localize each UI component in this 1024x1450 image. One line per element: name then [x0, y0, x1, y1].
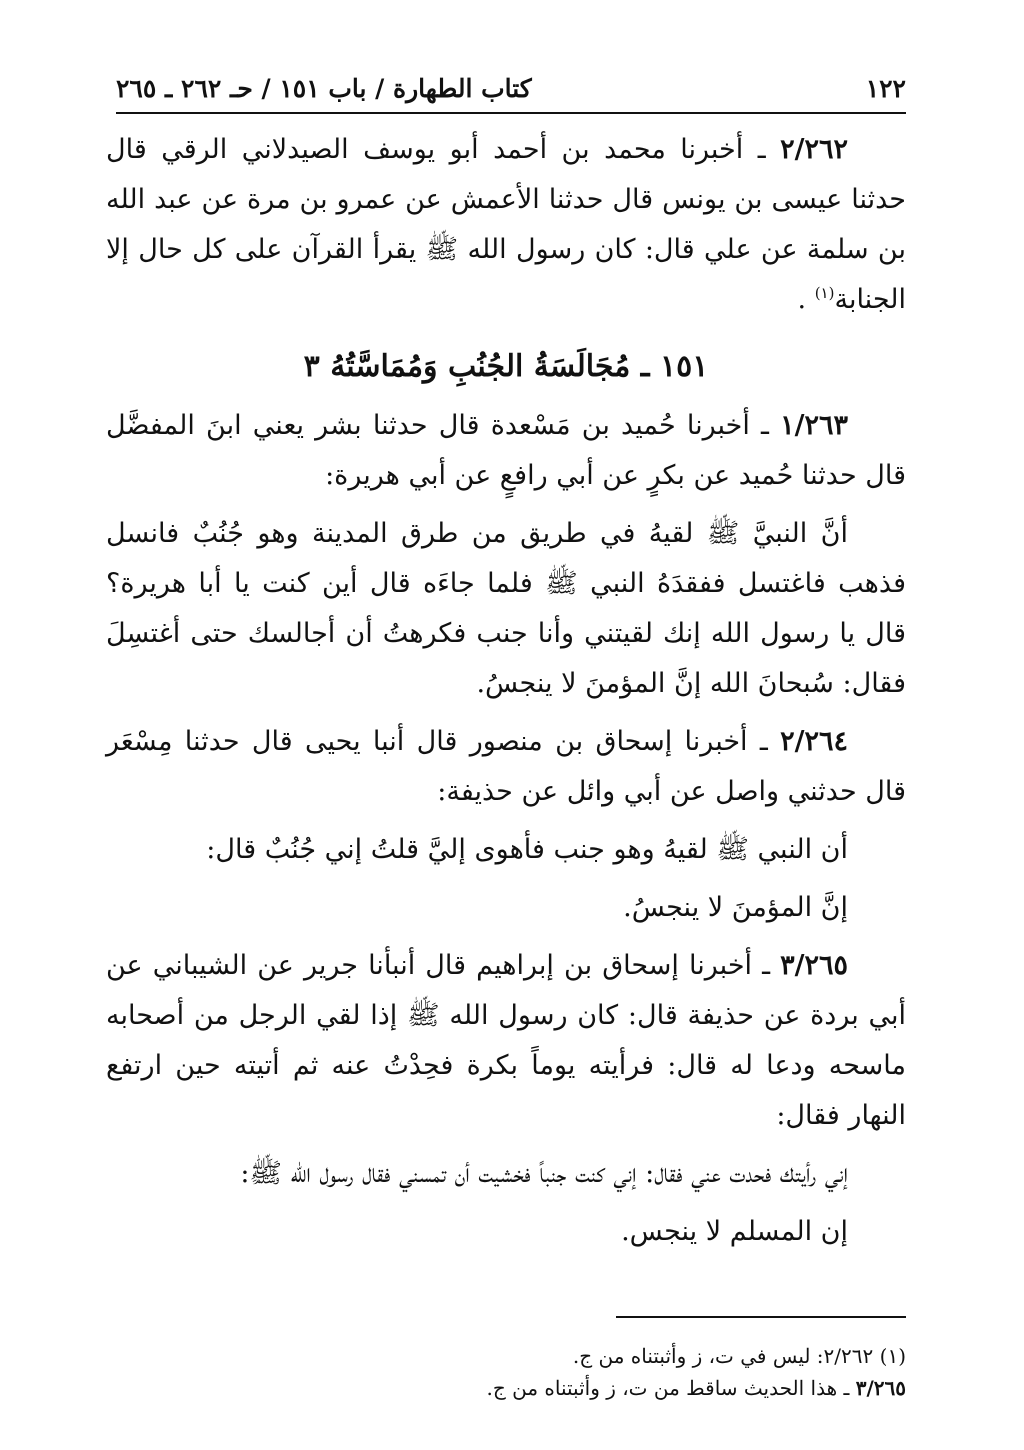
hadith-262 — [106, 125, 906, 325]
running-head: كتاب الطهارة / باب ١٥١ / حـ ٢٦٢ ـ ٢٦٥ — [116, 74, 540, 103]
page-number: ١٢٢ — [858, 74, 906, 103]
footnote-2-label: ٣/٢٦٥ — [855, 1376, 906, 1400]
hadith-263-isnad — [106, 401, 906, 501]
hadith-265-isnad — [106, 941, 906, 1141]
chapter-title: ١٥١ ـ مُجَالَسَةُ الجُنُبِ وَمُمَاسَّتُهُ ٣ — [303, 349, 709, 384]
footnote-1: (١) ٢/٢٦٢: ليس في ت، ز وأثبتناه من ج. — [572, 1344, 906, 1368]
hadith-number: ١/٢٦٣ — [780, 410, 848, 441]
hadith-isnad: ـ أخبرنا حُميد بن مَسْعدة قال حدثنا بشر يعني ابنَ المفضَّل قال حدثنا حُميد عن بكرٍ عن أبي رافعٍ عن أبي هريرة: — [106, 410, 906, 491]
hadith-265-matn-1: إني رأيتك فحدت عني فقال: إني كنت جنباً فخشيت أن تمسني فقال رسول الله ﷺ: — [240, 1158, 848, 1189]
hadith-number: ٢/٢٦٤ — [780, 726, 848, 757]
hadith-isnad: ـ أخبرنا إسحاق بن منصور قال أنبا يحيى قال حدثنا مِسْعَر قال حدثني واصل عن أبي وائل عن حذيفة: — [106, 726, 906, 807]
hadith-text: ـ أخبرنا محمد بن أحمد أبو يوسف الصيدلاني الرقي قال حدثنا عيسى بن يونس قال حدثنا الأعمش عن عمرو بن مرة عن عبد الله بن سلمة عن علي قال: كان رسول الله ﷺ يقرأ القرآن على كل حال إلا الجنابة — [106, 134, 906, 315]
footnote-divider — [616, 1316, 906, 1318]
hadith-end: . — [797, 284, 815, 315]
footnote-2-text: ـ هذا الحديث ساقط من ت، ز وأثبتناه من ج. — [486, 1376, 856, 1400]
hadith-number: ٣/٢٦٥ — [780, 950, 848, 981]
footnote-2 — [106, 1372, 906, 1404]
hadith-264-matn-2: إنَّ المؤمنَ لا ينجسُ. — [623, 892, 848, 923]
main-text — [106, 125, 906, 1257]
footnote-ref[interactable]: (١) — [814, 284, 835, 302]
hadith-265-matn-2: إن المسلم لا ينجس. — [621, 1216, 848, 1247]
hadith-264-matn-1: أن النبي ﷺ لقيهُ وهو جنب فأهوى إليَّ قلتُ إني جُنُبٌ قال: — [206, 834, 848, 865]
page-header — [116, 72, 906, 114]
hadith-isnad: ـ أخبرنا إسحاق بن إبراهيم قال أنبأنا جرير عن الشيباني عن أبي بردة عن حذيفة قال: كان رسول الله ﷺ إذا لقي الرجل من أصحابه ماسحه ودعا له قال: فرأيته يوماً بكرة فحِدْتُ عنه ثم أتيته حين ارتفع النهار فقال: — [106, 950, 906, 1131]
hadith-263-matn: أنَّ النبيَّ ﷺ لقيهُ في طريق من طرق المدينة وهو جُنُبٌ فانسل فذهب فاغتسل ففقدَهُ النبي ﷺ فلما جاءَه قال أين كنت يا أبا هريرة؟ قال يا رسول الله إنك لقيتني وأنا جنب فكرهتُ أن أجالسك حتى أغتسِلَ فقال: سُبحانَ الله إنَّ المؤمنَ لا ينجسُ. — [106, 518, 906, 699]
footnotes — [106, 1340, 906, 1404]
hadith-264-isnad — [106, 717, 906, 817]
hadith-number: ٢/٢٦٢ — [780, 134, 849, 165]
